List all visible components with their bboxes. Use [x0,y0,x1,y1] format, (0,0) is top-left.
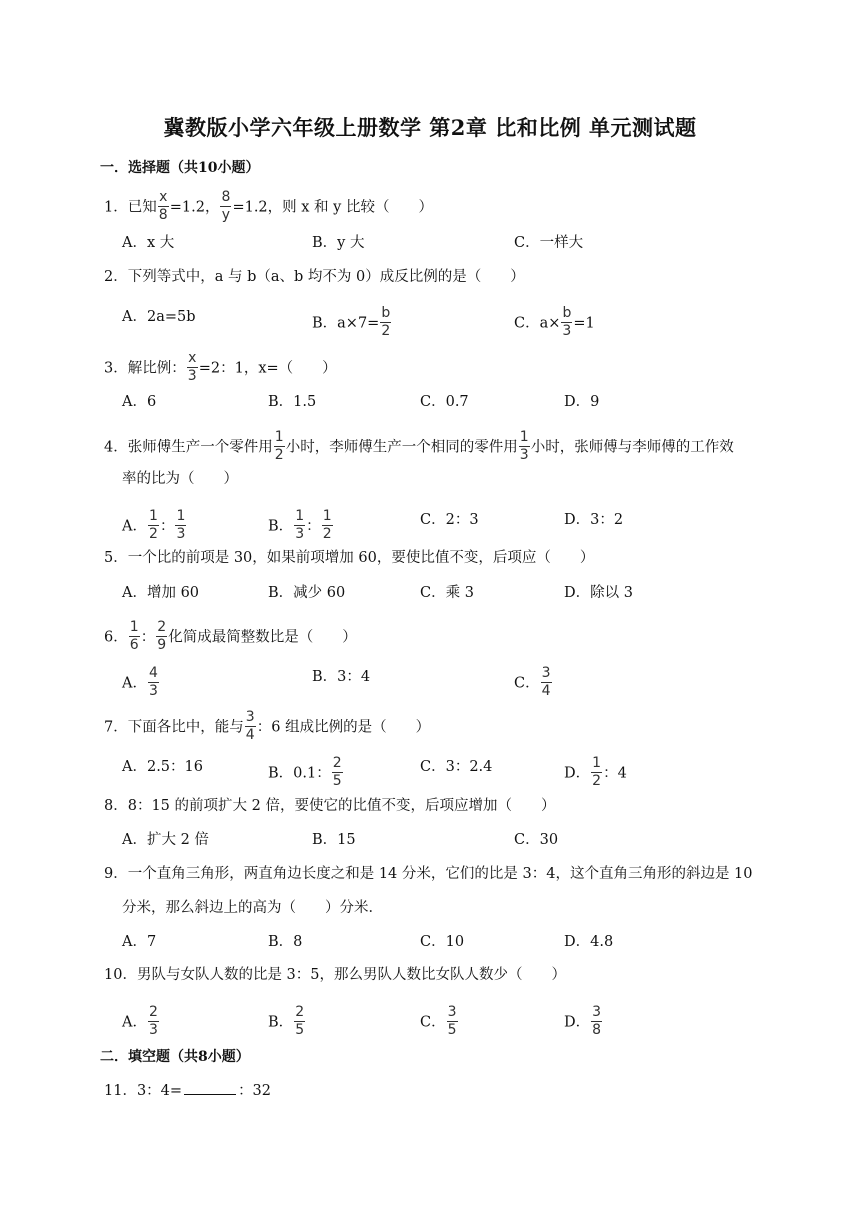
q9-option-a: A．7 [122,934,157,950]
fraction: $\frac{3}{4}$ [541,665,551,699]
fraction: $\frac{3}{5}$ [447,1004,457,1038]
q10-option-a: A． $\frac{2}{3}$ [122,1004,158,1038]
question-11: 11．3：4= ：32 [104,1080,271,1101]
q4-option-a: A． $\frac{1}{2}$ ： $\frac{1}{3}$ [122,508,186,542]
fraction: $\frac{x}{3}$ [187,350,197,384]
fraction: $\frac{1}{3}$ [295,508,305,542]
q7-option-c: C．3：2.4 [420,759,493,775]
q8-option-a: A．扩大 2 倍 [122,832,209,848]
q5-option-d: D．除以 3 [564,585,633,601]
q3-option-b: B．1.5 [268,394,317,410]
question-3: 3．解比例： $\frac{x}{3}$ =2：1，x=（ ） [104,350,337,384]
q3-option-d: D．9 [564,394,600,410]
fraction: $\frac{1}{2}$ [149,508,158,542]
q9-option-d: D．4.8 [564,934,614,950]
fraction: $\frac{2}{9}$ [157,619,167,653]
q5-option-a: A．增加 60 [122,585,200,601]
q3-option-a: A．6 [122,394,157,410]
q2-option-c: C．a× $\frac{b}{3}$ =1 [514,305,595,339]
question-9: 9．一个直角三角形，两直角边长度之和是 14 分米，它们的比是 3：4，这个直角三角形的斜边是 10 [104,866,753,882]
question-8: 8．8：15 的前项扩大 2 倍，要使它的比值不变，后项应增加（ ） [104,798,556,814]
q9-option-b: B．8 [268,934,303,950]
q10-option-c: C． $\frac{3}{5}$ [420,1004,457,1038]
q4-option-d: D．3：2 [564,512,624,528]
q1-option-a: A．x 大 [122,235,175,251]
question-9-line2: 分米，那么斜边上的高为（ ）分米． [122,900,383,916]
q5-option-c: C．乘 3 [420,585,474,601]
q6-option-c: C． $\frac{3}{4}$ [514,665,551,699]
fraction: $\frac{4}{3}$ [149,665,158,699]
fraction: $\frac{1}{3}$ [519,429,529,463]
fraction: $\frac{1}{6}$ [129,619,139,653]
q6-option-b: B．3：4 [312,669,371,685]
q4-option-c: C．2：3 [420,512,479,528]
q2-option-a: A．2a=5b [122,309,196,325]
answer-blank[interactable] [184,1080,236,1095]
question-4: 4．张师傅生产一个零件用 $\frac{1}{2}$ 小时，李师傅生产一个相同的零件用 $\frac{1}{3}$ 小时，张师傅与李师傅的工作效 [104,429,734,463]
q7-option-a: A．2.5：16 [122,759,203,775]
q7-option-d: D． $\frac{1}{2}$ ：4 [564,755,627,789]
question-5: 5．一个比的前项是 30，如果前项增加 60，要使比值不变，后项应（ ） [104,550,595,566]
q8-option-b: B．15 [312,832,356,848]
fraction: $\frac{b}{3}$ [562,305,572,339]
question-1: 1．已知 $\frac{x}{8}$ =1.2， $\frac{8}{y}$ =1.2，则 x 和 y 比较（ ） [104,189,433,223]
fraction: $\frac{1}{2}$ [274,429,284,463]
q5-option-b: B．减少 60 [268,585,346,601]
fraction: $\frac{x}{8}$ [158,189,168,223]
fraction: $\frac{3}{4}$ [245,709,255,743]
q4-option-b: B． $\frac{1}{3}$ ： $\frac{1}{2}$ [268,508,332,542]
q8-option-c: C．30 [514,832,559,848]
question-4-line2: 率的比为（ ） [122,471,238,487]
q1-option-b: B．y 大 [312,235,365,251]
q10-option-b: B． $\frac{2}{5}$ [268,1004,305,1038]
q3-option-c: C．0.7 [420,394,469,410]
fraction: $\frac{2}{3}$ [149,1004,158,1038]
fraction: $\frac{1}{2}$ [322,508,332,542]
q7-option-b: B．0.1： $\frac{2}{5}$ [268,755,342,789]
section-heading-fill: 二．填空题（共8小题） [100,1049,250,1065]
q1-option-c: C．一样大 [514,235,584,251]
question-6: 6． $\frac{1}{6}$ ： $\frac{2}{9}$ 化简成最简整数比是（ ） [104,619,357,653]
question-7: 7．下面各比中，能与 $\frac{3}{4}$ ：6 组成比例的是（ ） [104,709,431,743]
fraction: $\frac{1}{2}$ [592,755,602,789]
question-10: 10．男队与女队人数的比是 3：5，那么男队人数比女队人数少（ ） [104,967,567,983]
question-2: 2．下列等式中，a 与 b（a、b 均不为 0）成反比例的是（ ） [104,269,525,285]
fraction: $\frac{2}{5}$ [332,755,342,789]
page-title: 冀教版小学六年级上册数学 第2章 比和比例 单元测试题 [163,115,697,140]
section-heading-choice: 一．选择题（共10小题） [100,160,260,176]
fraction: $\frac{b}{2}$ [381,305,391,339]
fraction: $\frac{8}{y}$ [221,189,231,223]
q10-option-d: D． $\frac{3}{8}$ [564,1004,602,1038]
q9-option-c: C．10 [420,934,465,950]
q2-option-b: B．a×7= $\frac{b}{2}$ [312,305,391,339]
fraction: $\frac{1}{3}$ [176,508,186,542]
fraction: $\frac{3}{8}$ [592,1004,602,1038]
fraction: $\frac{2}{5}$ [295,1004,305,1038]
q6-option-a: A． $\frac{4}{3}$ [122,665,158,699]
